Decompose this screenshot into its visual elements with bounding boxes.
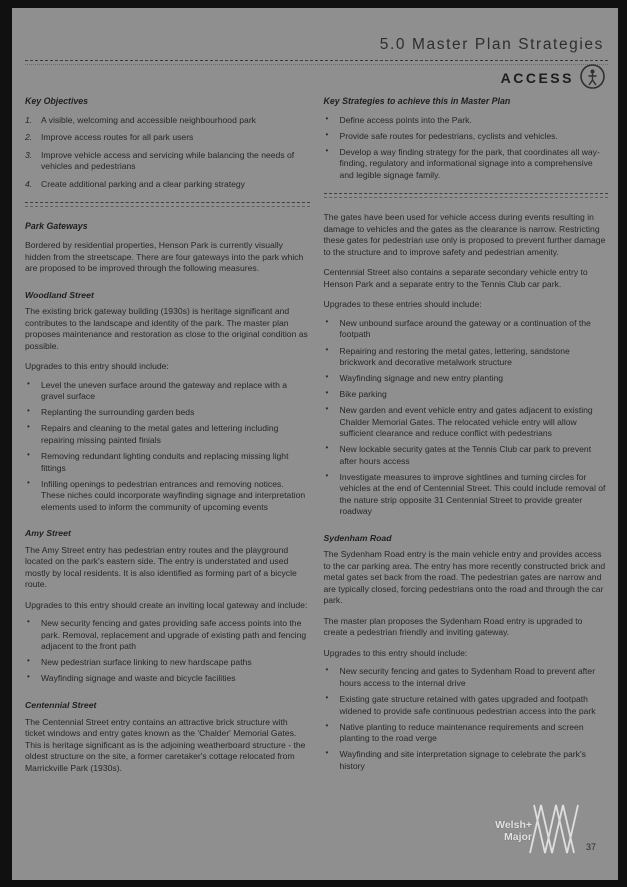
paragraph: The master plan proposes the Sydenham Road entry is upgraded to create a pedestrian friendly and inviting gateway. bbox=[323, 615, 583, 638]
objective-item: 1. A visible, welcoming and accessible neighbourhood park bbox=[25, 114, 256, 125]
key-strategies-heading: Key Strategies to achieve this in Master Plan bbox=[323, 96, 511, 106]
list-item: • Native planting to reduce maintenance requirements and screen planting to the road verge bbox=[324, 722, 609, 745]
list-item: • Existing gate structure retained with gates upgraded and footpath widened to provide safe continuous pedestrian access into the park bbox=[324, 694, 609, 717]
paragraph: The Sydenham Road entry is the main vehicle entry and provides access to the car parking area. The entry has more recently constructed brick and metal gates set back from the road. The pedestrian gates are narrow and are typically closed, forcing pedestrians onto the road and through the car park. bbox=[323, 549, 606, 606]
list-item: • Replanting the surrounding garden beds bbox=[25, 407, 310, 419]
list-intro: Upgrades to these entries should include: bbox=[323, 299, 482, 310]
column-rule bbox=[25, 202, 310, 207]
park-gateways-heading: Park Gateways bbox=[25, 221, 88, 232]
list-item: • Repairing and restoring the metal gates, lettering, sandstone brickwork and decorative metalwork structure bbox=[324, 346, 609, 369]
list-item: • New unbound surface around the gateway or a continuation of the footpath bbox=[324, 318, 609, 341]
list-item: • New security fencing and gates providing safe access points into the park. Removal, replacement and upgrade of existing path and fencing adjacent to the front path bbox=[25, 618, 310, 653]
list-intro: Upgrades to this entry should include: bbox=[25, 361, 169, 372]
centennial-street-heading: Centennial Street bbox=[25, 699, 97, 710]
list-item: • Removing redundant lighting conduits and replacing missing light fittings bbox=[25, 451, 310, 474]
objective-item: 4. Create additional parking and a clear parking strategy bbox=[25, 178, 245, 189]
list-item: • Wayfinding signage and new entry planting bbox=[324, 373, 609, 385]
list-intro: Upgrades to this entry should include: bbox=[323, 647, 468, 658]
bullet-list bbox=[25, 618, 310, 685]
list-intro: Upgrades to this entry should create an inviting local gateway and include: bbox=[25, 599, 308, 610]
list-item: • Provide safe routes for pedestrians, cyclists and vehicles. bbox=[324, 131, 609, 143]
key-objectives-heading: Key Objectives bbox=[25, 96, 89, 106]
list-item: • Wayfinding signage and waste and bicycle facilities bbox=[25, 673, 310, 685]
two-column-body bbox=[25, 96, 608, 783]
logo-text-top: Welsh+ bbox=[495, 819, 532, 832]
bullet-list bbox=[324, 115, 609, 182]
amy-street-heading: Amy Street bbox=[25, 528, 71, 539]
column-rule bbox=[324, 193, 609, 198]
scanned-paper bbox=[12, 8, 618, 880]
list-item: • Develop a way finding strategy for the park, that coordinates all way-finding, regulatory and informational signage into a comprehensive and legible signage family. bbox=[324, 147, 609, 182]
section-title: 5.0 Master Plan Strategies bbox=[379, 36, 604, 53]
welsh-major-logo bbox=[495, 801, 584, 862]
list-item: • Investigate measures to improve sightlines and turning circles for vehicles at the end of Centennial Street. This could include removal of the nature strip opposite 31 Centennial Street to provide greater roadway bbox=[324, 472, 609, 518]
list-item: • Repairs and cleaning to the metal gates and lettering including repairing missing painted finials bbox=[25, 423, 310, 446]
list-item: • Wayfinding and site interpretation signage to celebrate the park's history bbox=[324, 749, 609, 772]
list-item: • Level the uneven surface around the gateway and replace with a gravel surface bbox=[25, 380, 310, 403]
paragraph: Bordered by residential properties, Henson Park is currently visually hidden from the streetscape. There are four gateways into the park which are proposed to be improved through the following measures. bbox=[25, 240, 304, 274]
paragraph: The Centennial Street entry contains an attractive brick structure with ticket windows and entry gates known as the 'Chalder' Memorial Gates. This is heritage significant as is the adjoining weatherboard structure - the oldest structure on the site, a former caretaker's cottage relocated from Marrickville Park (1930s). bbox=[25, 716, 306, 773]
list-item: • New security fencing and gates to Sydenham Road to prevent after hours access to the internal drive bbox=[324, 666, 609, 689]
paragraph: Centennial Street also contains a separate secondary vehicle entry to Henson Park and a separate entry to the Tennis Club car park. bbox=[323, 267, 588, 289]
list-item: • Infilling openings to pedestrian entrances and removing notices. These niches could incorporate wayfinding signage and interpretation elements used to inform the community of upcoming events bbox=[25, 479, 310, 514]
objective-item: 3. Improve vehicle access and servicing while balancing the needs of vehicles and pedestrians bbox=[25, 149, 295, 172]
list-item: • New pedestrian surface linking to new hardscape paths bbox=[25, 657, 310, 669]
list-item: • Define access points into the Park. bbox=[324, 115, 609, 127]
header-rule bbox=[25, 60, 608, 65]
sydenham-road-heading: Sydenham Road bbox=[323, 532, 392, 543]
page-number: 37 bbox=[585, 842, 596, 852]
woodland-street-heading: Woodland Street bbox=[25, 289, 94, 300]
paragraph: The existing brick gateway building (1930s) is heritage significant and contributes to the landscape and identity of the park. The master plan proposes maintenance and restoration as close to the original condition as possible. bbox=[25, 306, 308, 351]
objective-item: 2. Improve access routes for all park users bbox=[25, 132, 194, 143]
paragraph: The gates have been used for vehicle access during events resulting in damage to vehicles and the gates as the clearance is narrow. Restricting these gates for pedestrian use only is proposed to prevent further damage to the structure and to improve safety and pedestrian amenity. bbox=[323, 212, 606, 257]
bullet-list bbox=[25, 380, 310, 513]
chapter-title: ACCESS bbox=[500, 70, 574, 86]
left-column bbox=[25, 96, 310, 783]
access-stamp-icon bbox=[579, 63, 606, 90]
objectives-list bbox=[25, 115, 310, 191]
list-item: • New garden and event vehicle entry and gates adjacent to existing Chalder Memorial Gates. The relocated vehicle entry will allow sufficient clearance and reduce conflict with pedestrians bbox=[324, 405, 609, 440]
logo-text-bottom: Major bbox=[503, 830, 532, 843]
right-column bbox=[324, 96, 609, 783]
paragraph: The Amy Street entry has pedestrian entry routes and the playground located on the park's eastern side. The entry is understated and used mostly by local residents. It is also identified as forming part of a bicycle route. bbox=[25, 544, 297, 590]
welsh-major-logo-mark-icon bbox=[526, 801, 584, 862]
bullet-list bbox=[324, 318, 609, 518]
list-item: • Bike parking bbox=[324, 389, 609, 401]
bullet-list bbox=[324, 666, 609, 772]
list-item: • New lockable security gates at the Tennis Club car park to prevent after hours access bbox=[324, 444, 609, 467]
